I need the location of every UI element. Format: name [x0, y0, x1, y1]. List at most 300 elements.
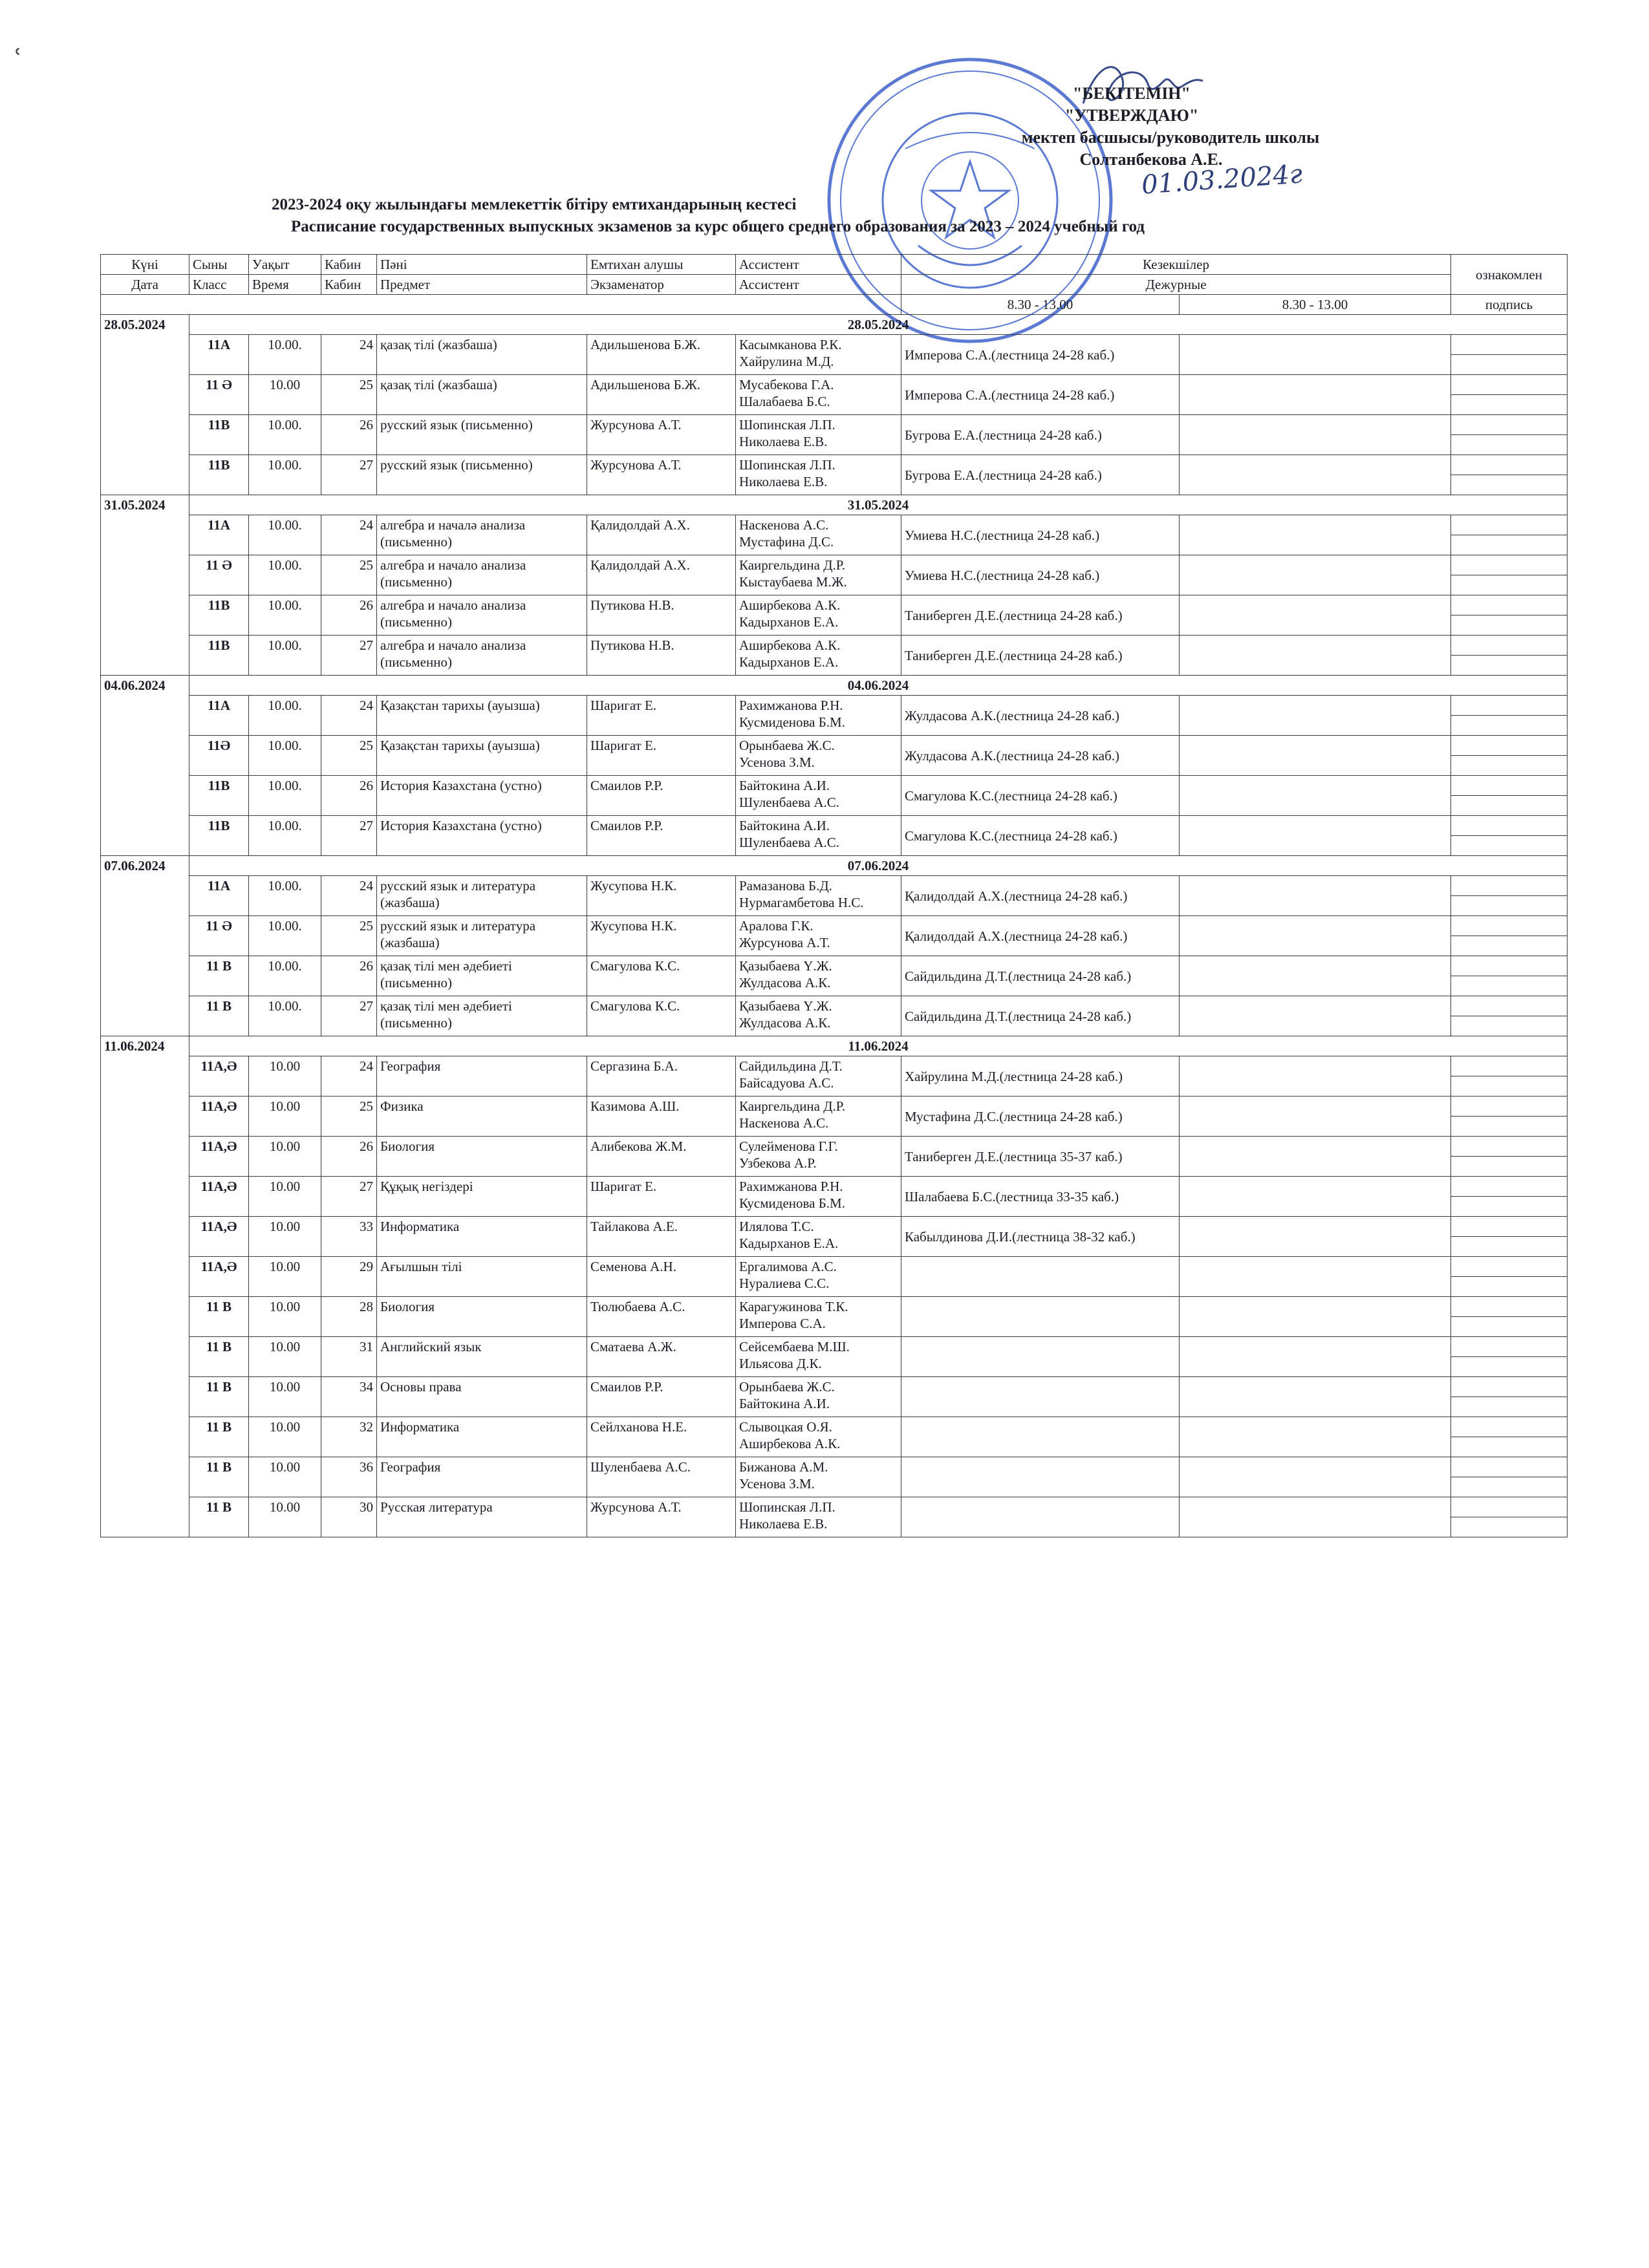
- signature-cell[interactable]: [1451, 1417, 1568, 1437]
- signature-cell[interactable]: [1451, 1217, 1568, 1237]
- exam-time: 10.00: [249, 1337, 321, 1377]
- exam-subject: История Казахстана (устно): [377, 816, 587, 856]
- exam-time: 10.00.: [249, 996, 321, 1036]
- exam-time: 10.00: [249, 1297, 321, 1337]
- assistant-2: Нуралиева С.С.: [739, 1276, 830, 1291]
- exam-examiner: Смагулова К.С.: [587, 996, 736, 1036]
- exam-assistants: [736, 595, 901, 636]
- exam-class: 11В: [189, 636, 249, 676]
- exam-room: 33: [321, 1217, 377, 1257]
- signature-cell[interactable]: [1451, 1517, 1568, 1537]
- signature-cell[interactable]: [1451, 1056, 1568, 1076]
- signature-cell[interactable]: [1451, 1016, 1568, 1036]
- exam-room: 26: [321, 415, 377, 455]
- signature-cell[interactable]: [1451, 615, 1568, 636]
- duty-teacher: Сайдильдина Д.Т.(лестница 24-28 каб.): [901, 956, 1180, 996]
- exam-date: 28.05.2024: [101, 315, 189, 495]
- duty-teacher: Смагулова К.С.(лестница 24-28 каб.): [901, 776, 1180, 816]
- signature-cell[interactable]: [1451, 1297, 1568, 1317]
- exam-row: [101, 455, 1568, 475]
- exam-class: 11А: [189, 515, 249, 555]
- duty-empty-cell: [1180, 1297, 1451, 1337]
- signature-cell[interactable]: [1451, 355, 1568, 375]
- exam-room: 25: [321, 1097, 377, 1137]
- exam-time: 10.00: [249, 1417, 321, 1457]
- duty-empty-cell: [1180, 415, 1451, 455]
- assistant-1: Шопинская Л.П.: [739, 417, 835, 433]
- assistant-1: Байтокина А.И.: [739, 818, 830, 833]
- exam-subject: Биология: [377, 1297, 587, 1337]
- signature-cell[interactable]: [1451, 976, 1568, 996]
- exam-time: 10.00.: [249, 636, 321, 676]
- document-titles: [272, 194, 1339, 238]
- exam-class: 11А,Ә: [189, 1177, 249, 1217]
- exam-examiner: Путикова Н.В.: [587, 636, 736, 676]
- exam-room: 24: [321, 515, 377, 555]
- exam-assistants: [736, 916, 901, 956]
- duty-teacher: [901, 1457, 1180, 1497]
- exam-assistants: [736, 1377, 901, 1417]
- exam-assistants: [736, 555, 901, 595]
- assistant-2: Нурмагамбетова Н.С.: [739, 895, 864, 910]
- exam-class: 11Ә: [189, 736, 249, 776]
- exam-class: 11В: [189, 455, 249, 495]
- signature-cell[interactable]: [1451, 1076, 1568, 1097]
- signature-cell[interactable]: [1451, 896, 1568, 916]
- duty-empty-cell: [1180, 375, 1451, 415]
- duty-empty-cell: [1180, 736, 1451, 776]
- assistant-1: Илялова Т.С.: [739, 1219, 814, 1234]
- exam-row: [101, 996, 1568, 1016]
- exam-assistants: [736, 455, 901, 495]
- signature-cell[interactable]: [1451, 776, 1568, 796]
- signature-cell[interactable]: [1451, 816, 1568, 836]
- exam-examiner: Сейлханова Н.Е.: [587, 1417, 736, 1457]
- exam-date: 31.05.2024: [101, 495, 189, 676]
- exam-row: [101, 1257, 1568, 1277]
- duty-teacher: [901, 1297, 1180, 1337]
- duty-teacher: Умиева Н.С.(лестница 24-28 каб.): [901, 555, 1180, 595]
- exam-examiner: Жусупова Н.К.: [587, 916, 736, 956]
- duty-teacher: Қалидолдай А.Х.(лестница 24-28 каб.): [901, 876, 1180, 916]
- corner-mark: ՙ: [14, 45, 23, 74]
- exam-room: 25: [321, 555, 377, 595]
- header-room-ru: Кабин: [321, 275, 377, 295]
- exam-time: 10.00: [249, 1457, 321, 1497]
- assistant-2: Шалабаева Б.С.: [739, 394, 830, 409]
- assistant-1: Рамазанова Б.Д.: [739, 878, 832, 893]
- exam-assistants: [736, 956, 901, 996]
- duty-teacher: Таниберген Д.Е.(лестница 24-28 каб.): [901, 636, 1180, 676]
- header-subject-ru: Предмет: [377, 275, 587, 295]
- assistant-1: Байтокина А.И.: [739, 778, 830, 793]
- signature-date: 01.03.2024г: [1140, 159, 1304, 200]
- exam-class: 11В: [189, 816, 249, 856]
- exam-time: 10.00.: [249, 816, 321, 856]
- signature-cell[interactable]: [1451, 595, 1568, 615]
- duty-teacher: Сайдильдина Д.Т.(лестница 24-28 каб.): [901, 996, 1180, 1036]
- exam-subject: қазақ тілі (жазбаша): [377, 335, 587, 375]
- assistant-2: Узбекова А.Р.: [739, 1155, 817, 1171]
- duty-empty-cell: [1180, 1377, 1451, 1417]
- assistant-2: Усенова З.М.: [739, 754, 815, 770]
- signature-cell[interactable]: [1451, 1477, 1568, 1497]
- exam-time: 10.00: [249, 1097, 321, 1137]
- exam-row: [101, 956, 1568, 976]
- assistant-2: Имперова С.А.: [739, 1316, 826, 1331]
- assistant-2: Николаева Е.В.: [739, 474, 828, 489]
- signature-cell[interactable]: [1451, 455, 1568, 475]
- signature-cell[interactable]: [1451, 1197, 1568, 1217]
- exam-examiner: Казимова А.Ш.: [587, 1097, 736, 1137]
- title-ru: Расписание государственных выпускных экзаменов за курс общего среднего образования за 2023 – 2024 учебный год: [291, 218, 1145, 235]
- exam-examiner: Адильшенова Б.Ж.: [587, 375, 736, 415]
- exam-time: 10.00: [249, 1056, 321, 1097]
- schedule-body: [101, 315, 1568, 1537]
- exam-row: [101, 1377, 1568, 1397]
- header-time-ru: Время: [249, 275, 321, 295]
- signature-cell[interactable]: [1451, 736, 1568, 756]
- exam-row: [101, 375, 1568, 395]
- exam-row: [101, 1417, 1568, 1437]
- duty-teacher: Имперова С.А.(лестница 24-28 каб.): [901, 335, 1180, 375]
- exam-subject: География: [377, 1056, 587, 1097]
- exam-examiner: Шуленбаева А.С.: [587, 1457, 736, 1497]
- assistant-1: Аширбекова А.К.: [739, 637, 841, 653]
- day-header-row: [101, 856, 1568, 876]
- exam-assistants: [736, 876, 901, 916]
- day-header-row: [101, 676, 1568, 696]
- exam-room: 24: [321, 1056, 377, 1097]
- duty-teacher: Таниберген Д.Е.(лестница 35-37 каб.): [901, 1137, 1180, 1177]
- signature-cell[interactable]: [1451, 575, 1568, 595]
- signature-cell[interactable]: [1451, 475, 1568, 495]
- header-examiner-ru: Экзаменатор: [587, 275, 736, 295]
- exam-examiner: Смагулова К.С.: [587, 956, 736, 996]
- exam-time: 10.00.: [249, 335, 321, 375]
- exam-time: 10.00.: [249, 696, 321, 736]
- exam-examiner: Тюлюбаева А.С.: [587, 1297, 736, 1337]
- duty-empty-cell: [1180, 956, 1451, 996]
- exam-room: 26: [321, 956, 377, 996]
- exam-subject: Информатика: [377, 1417, 587, 1457]
- exam-assistants: [736, 636, 901, 676]
- exam-class: 11В: [189, 415, 249, 455]
- duty-teacher: [901, 1377, 1180, 1417]
- duty-empty-cell: [1180, 1257, 1451, 1297]
- exam-subject: Құқық негіздері: [377, 1177, 587, 1217]
- exam-class: 11 В: [189, 1337, 249, 1377]
- exam-room: 26: [321, 776, 377, 816]
- duty-empty-cell: [1180, 876, 1451, 916]
- assistant-2: Ильясова Д.К.: [739, 1356, 822, 1371]
- assistant-2: Жулдасова А.К.: [739, 1015, 831, 1031]
- assistant-1: Сулейменова Г.Г.: [739, 1139, 838, 1154]
- assistant-2: Шуленбаева А.С.: [739, 795, 840, 810]
- exam-time: 10.00.: [249, 736, 321, 776]
- signature-cell[interactable]: [1451, 656, 1568, 676]
- exam-time: 10.00: [249, 1217, 321, 1257]
- approval-line-kz: "БЕКІТЕМІН": [1073, 84, 1191, 103]
- day-heading: 31.05.2024: [189, 495, 1568, 515]
- assistant-2: Кадырханов Е.А.: [739, 654, 839, 670]
- exam-time: 10.00.: [249, 455, 321, 495]
- signature-cell[interactable]: [1451, 1337, 1568, 1357]
- exam-assistants: [736, 696, 901, 736]
- signature-cell[interactable]: [1451, 796, 1568, 816]
- exam-row: [101, 1497, 1568, 1517]
- duty-teacher: Имперова С.А.(лестница 24-28 каб.): [901, 375, 1180, 415]
- signature-cell[interactable]: [1451, 1317, 1568, 1337]
- exam-subject: Информатика: [377, 1217, 587, 1257]
- assistant-1: Наскенова А.С.: [739, 517, 829, 533]
- signature-cell[interactable]: [1451, 435, 1568, 455]
- exam-subject: Қазақстан тарихы (ауызша): [377, 696, 587, 736]
- exam-room: 27: [321, 636, 377, 676]
- exam-assistants: [736, 375, 901, 415]
- exam-subject: алгебра и начало анализа (письменно): [377, 555, 587, 595]
- header-time-kz: Уақыт: [249, 255, 321, 275]
- assistant-1: Бижанова А.М.: [739, 1459, 828, 1475]
- exam-subject: қазақ тілі мен әдебиеті (письменно): [377, 956, 587, 996]
- exam-time: 10.00: [249, 1497, 321, 1537]
- exam-class: 11 Ә: [189, 916, 249, 956]
- header-assistant-kz: Ассистент: [736, 255, 901, 275]
- exam-examiner: Путикова Н.В.: [587, 595, 736, 636]
- exam-subject: Английский язык: [377, 1337, 587, 1377]
- exam-assistants: [736, 1177, 901, 1217]
- signature-cell[interactable]: [1451, 1157, 1568, 1177]
- exam-subject: Основы права: [377, 1377, 587, 1417]
- exam-subject: русский язык и литература (жазбаша): [377, 876, 587, 916]
- signature-cell[interactable]: [1451, 936, 1568, 956]
- assistant-2: Николаева Е.В.: [739, 1516, 828, 1532]
- exam-examiner: Журсунова А.Т.: [587, 455, 736, 495]
- exam-examiner: Адильшенова Б.Ж.: [587, 335, 736, 375]
- signature-cell[interactable]: [1451, 1097, 1568, 1117]
- exam-examiner: Жусупова Н.К.: [587, 876, 736, 916]
- exam-row: [101, 595, 1568, 615]
- exam-class: 11 Ә: [189, 555, 249, 595]
- signature-cell[interactable]: [1451, 375, 1568, 395]
- exam-room: 27: [321, 455, 377, 495]
- signature-cell[interactable]: [1451, 716, 1568, 736]
- exam-examiner: Шаригат Е.: [587, 736, 736, 776]
- signature-cell[interactable]: [1451, 956, 1568, 976]
- duty-time-2: 8.30 - 13.00: [1180, 295, 1451, 315]
- exam-assistants: [736, 1337, 901, 1377]
- exam-schedule-table: [100, 254, 1568, 1537]
- header-class-ru: Класс: [189, 275, 249, 295]
- exam-class: 11А,Ә: [189, 1217, 249, 1257]
- exam-class: 11А,Ә: [189, 1257, 249, 1297]
- signature-cell[interactable]: [1451, 1497, 1568, 1517]
- exam-time: 10.00: [249, 1377, 321, 1417]
- duty-empty-cell: [1180, 335, 1451, 375]
- duty-teacher: Смагулова К.С.(лестница 24-28 каб.): [901, 816, 1180, 856]
- exam-row: [101, 636, 1568, 656]
- signature-cell[interactable]: [1451, 996, 1568, 1016]
- exam-assistants: [736, 1297, 901, 1337]
- assistant-2: Хайрулина М.Д.: [739, 354, 834, 369]
- header-duty-ru: Дежурные: [901, 275, 1451, 295]
- signature-cell[interactable]: [1451, 1397, 1568, 1417]
- exam-time: 10.00.: [249, 956, 321, 996]
- exam-time: 10.00.: [249, 916, 321, 956]
- duty-empty-cell: [1180, 816, 1451, 856]
- signature-cell[interactable]: [1451, 756, 1568, 776]
- signature-cell[interactable]: [1451, 1177, 1568, 1197]
- signature-cell[interactable]: [1451, 415, 1568, 435]
- exam-assistants: [736, 776, 901, 816]
- header-row-times: [101, 295, 1568, 315]
- signature-cell[interactable]: [1451, 395, 1568, 415]
- exam-room: 25: [321, 736, 377, 776]
- signature-cell[interactable]: [1451, 876, 1568, 896]
- exam-class: 11В: [189, 776, 249, 816]
- duty-teacher: Таниберген Д.Е.(лестница 24-28 каб.): [901, 595, 1180, 636]
- exam-examiner: Сматаева А.Ж.: [587, 1337, 736, 1377]
- assistant-1: Рахимжанова Р.Н.: [739, 1179, 843, 1194]
- day-header-row: [101, 315, 1568, 335]
- assistant-2: Кадырханов Е.А.: [739, 614, 839, 630]
- exam-assistants: [736, 1137, 901, 1177]
- exam-room: 34: [321, 1377, 377, 1417]
- header-examiner-kz: Емтихан алушы: [587, 255, 736, 275]
- signature-cell[interactable]: [1451, 636, 1568, 656]
- signature-cell[interactable]: [1451, 535, 1568, 555]
- duty-empty-cell: [1180, 1097, 1451, 1137]
- exam-subject: История Казахстана (устно): [377, 776, 587, 816]
- exam-subject: алгебра и начало анализа (письменно): [377, 636, 587, 676]
- duty-teacher: Бугрова Е.А.(лестница 24-28 каб.): [901, 415, 1180, 455]
- signature-cell[interactable]: [1451, 1437, 1568, 1457]
- exam-room: 32: [321, 1417, 377, 1457]
- header-ack: ознакомлен: [1451, 255, 1568, 295]
- assistant-2: Кусмиденова Б.М.: [739, 714, 845, 730]
- exam-examiner: Журсунова А.Т.: [587, 1497, 736, 1537]
- assistant-1: Сейсембаева М.Ш.: [739, 1339, 850, 1354]
- exam-class: 11А,Ә: [189, 1137, 249, 1177]
- assistant-1: Шопинская Л.П.: [739, 1499, 835, 1515]
- exam-row: [101, 1217, 1568, 1237]
- header-duty-kz: Кезекшілер: [901, 255, 1451, 275]
- exam-row: [101, 1297, 1568, 1317]
- duty-teacher: [901, 1497, 1180, 1537]
- duty-empty-cell: [1180, 1417, 1451, 1457]
- assistant-2: Кусмиденова Б.М.: [739, 1195, 845, 1211]
- signature-cell[interactable]: [1451, 515, 1568, 535]
- exam-room: 28: [321, 1297, 377, 1337]
- assistant-1: Қазыбаева Ү.Ж.: [739, 998, 832, 1014]
- exam-class: 11 В: [189, 1377, 249, 1417]
- exam-subject: Русская литература: [377, 1497, 587, 1537]
- exam-class: 11 В: [189, 956, 249, 996]
- duty-empty-cell: [1180, 1177, 1451, 1217]
- header-room-kz: Кабин: [321, 255, 377, 275]
- exam-date: 11.06.2024: [101, 1036, 189, 1537]
- signature-cell[interactable]: [1451, 836, 1568, 856]
- duty-teacher: [901, 1257, 1180, 1297]
- header-subject-kz: Пәні: [377, 255, 587, 275]
- approval-position: мектеп басшысы/руководитель школы: [1021, 128, 1320, 147]
- assistant-2: Кыстаубаева М.Ж.: [739, 574, 847, 590]
- exam-room: 27: [321, 996, 377, 1036]
- exam-subject: Физика: [377, 1097, 587, 1137]
- exam-time: 10.00: [249, 375, 321, 415]
- exam-subject: Қазақстан тарихы (ауызша): [377, 736, 587, 776]
- exam-room: 24: [321, 335, 377, 375]
- approval-block: [905, 83, 1358, 171]
- exam-class: 11 В: [189, 1497, 249, 1537]
- assistant-1: Орынбаева Ж.С.: [739, 738, 835, 753]
- exam-date: 04.06.2024: [101, 676, 189, 856]
- exam-examiner: Алибекова Ж.М.: [587, 1137, 736, 1177]
- exam-assistants: [736, 1097, 901, 1137]
- duty-empty-cell: [1180, 1457, 1451, 1497]
- exam-row: [101, 1457, 1568, 1477]
- assistant-1: Мусабекова Г.А.: [739, 377, 834, 392]
- exam-row: [101, 1056, 1568, 1076]
- exam-class: 11 Ә: [189, 375, 249, 415]
- header-class-kz: Сыны: [189, 255, 249, 275]
- exam-examiner: Смаилов Р.Р.: [587, 776, 736, 816]
- exam-room: 30: [321, 1497, 377, 1537]
- assistant-2: Наскенова А.С.: [739, 1115, 829, 1131]
- signature-cell[interactable]: [1451, 916, 1568, 936]
- exam-room: 25: [321, 375, 377, 415]
- exam-subject: Биология: [377, 1137, 587, 1177]
- signature-cell[interactable]: [1451, 335, 1568, 355]
- signature-cell[interactable]: [1451, 555, 1568, 575]
- day-heading: 11.06.2024: [189, 1036, 1568, 1056]
- signature-cell[interactable]: [1451, 1277, 1568, 1297]
- signature-cell[interactable]: [1451, 1357, 1568, 1377]
- exam-row: [101, 1137, 1568, 1157]
- duty-empty-cell: [1180, 595, 1451, 636]
- exam-class: 11А: [189, 696, 249, 736]
- exam-row: [101, 415, 1568, 435]
- approval-name: Солтанбекова А.Е.: [1079, 150, 1223, 169]
- exam-room: 29: [321, 1257, 377, 1297]
- assistant-1: Каиргельдина Д.Р.: [739, 557, 846, 573]
- assistant-1: Шопинская Л.П.: [739, 457, 835, 473]
- exam-assistants: [736, 1257, 901, 1297]
- exam-assistants: [736, 816, 901, 856]
- day-heading: 28.05.2024: [189, 315, 1568, 335]
- signature-cell[interactable]: [1451, 1257, 1568, 1277]
- exam-assistants: [736, 515, 901, 555]
- duty-teacher: Шалабаева Б.С.(лестница 33-35 каб.): [901, 1177, 1180, 1217]
- duty-empty-cell: [1180, 1497, 1451, 1537]
- signature-cell[interactable]: [1451, 1237, 1568, 1257]
- assistant-1: Слывоцкая О.Я.: [739, 1419, 832, 1435]
- duty-empty-cell: [1180, 916, 1451, 956]
- exam-time: 10.00: [249, 1177, 321, 1217]
- assistant-2: Жулдасова А.К.: [739, 975, 831, 990]
- signature-cell[interactable]: [1451, 1457, 1568, 1477]
- duty-teacher: Қалидолдай А.Х.(лестница 24-28 каб.): [901, 916, 1180, 956]
- signature-cell[interactable]: [1451, 1117, 1568, 1137]
- signature-cell[interactable]: [1451, 1377, 1568, 1397]
- signature-cell[interactable]: [1451, 696, 1568, 716]
- exam-room: 27: [321, 1177, 377, 1217]
- exam-row: [101, 696, 1568, 716]
- exam-subject: алгебра и началә анализа (письменно): [377, 515, 587, 555]
- duty-teacher: Жулдасова А.К.(лестница 24-28 каб.): [901, 736, 1180, 776]
- signature-cell[interactable]: [1451, 1137, 1568, 1157]
- exam-row: [101, 515, 1568, 535]
